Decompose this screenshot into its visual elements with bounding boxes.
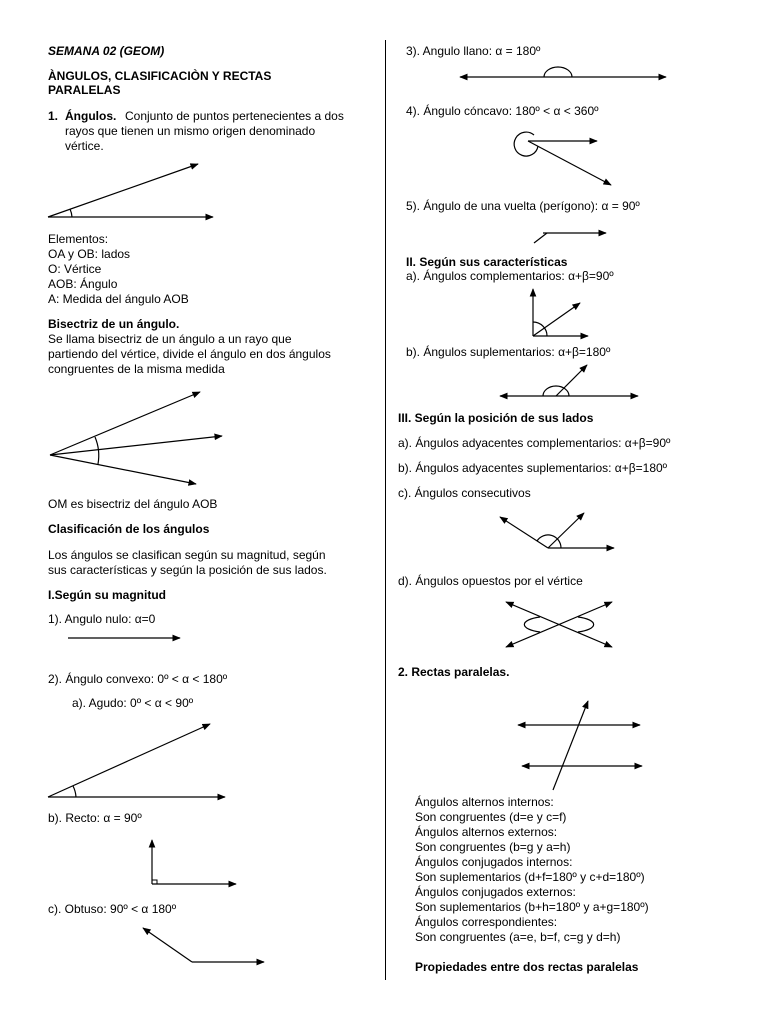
bisector-figure — [50, 392, 222, 484]
parallel-property-line: Ángulos alternos internos: — [415, 795, 554, 809]
bisectriz-caption: OM es bisectriz del ángulo AOB — [48, 497, 218, 511]
straight-angle-figure — [460, 67, 666, 77]
adjacent-supplementary-label: b). Ángulos adyacentes suplementarios: α+β=180º — [398, 461, 668, 475]
characteristics-title: II. Según sus características — [406, 255, 568, 269]
vertical-angles-label: d). Ángulos opuestos por el vértice — [398, 574, 583, 588]
document-title-line1: ÀNGULOS, CLASIFICACIÒN Y RECTAS — [48, 69, 272, 83]
full-angle-figure — [534, 233, 606, 243]
section1-definition-line3: vértice. — [65, 139, 104, 153]
bisectriz-text-line: partiendo del vértice, divide el ángulo en dos ángulos — [48, 347, 331, 361]
elements-line: AOB: Ángulo — [48, 277, 118, 291]
right-angle-label: b). Recto: α = 90º — [48, 811, 142, 825]
magnitude-title: I.Según su magnitud — [48, 588, 167, 602]
consecutive-angles-label: c). Ángulos consecutivos — [398, 486, 531, 500]
elements-line: O: Vértice — [48, 262, 102, 276]
bisectriz-text-line: congruentes de la misma medida — [48, 362, 225, 376]
vertical-angles-figure — [506, 602, 612, 647]
parallel-property-line: Son congruentes (b=g y a=h) — [415, 840, 571, 854]
parallel-property-line: Ángulos conjugados internos: — [415, 855, 573, 869]
classification-text-line: Los ángulos se clasifican según su magnitud, según — [48, 548, 326, 562]
parallel-property-line: Ángulos alternos externos: — [415, 825, 558, 839]
properties-title: Propiedades entre dos rectas paralelas — [415, 960, 639, 974]
section1-number: 1. — [48, 109, 59, 123]
obtuse-angle-figure — [143, 928, 264, 962]
right-angle-figure — [152, 840, 236, 884]
null-angle-label: 1). Angulo nulo: α=0 — [48, 612, 156, 626]
bisectriz-title: Bisectriz de un ángulo. — [48, 317, 180, 331]
parallel-property-line: Ángulos conjugados externos: — [415, 885, 576, 899]
full-angle-label: 5). Ángulo de una vuelta (perígono): α = 90º — [406, 199, 640, 213]
obtuse-angle-label: c). Obtuso: 90º < α 180º — [48, 902, 177, 916]
section1-term: Ángulos. — [65, 109, 117, 123]
bisectriz-text-line: Se llama bisectriz de un ángulo a un rayo que — [48, 332, 292, 346]
parallel-lines-title: 2. Rectas paralelas. — [398, 665, 510, 679]
supplementary-angles-figure — [500, 365, 638, 396]
parallel-property-line: Ángulos correspondientes: — [415, 915, 558, 929]
parallel-property-line: Son congruentes (d=e y c=f) — [415, 810, 567, 824]
consecutive-angles-figure — [500, 513, 614, 548]
convex-angle-label: 2). Ángulo convexo: 0º < α < 180º — [48, 672, 228, 686]
elements-line: Elementos: — [48, 232, 109, 246]
acute-angle-figure — [48, 724, 225, 797]
document-title-line2: PARALELAS — [48, 83, 121, 97]
parallel-property-line: Son suplementarios (d+f=180º y c+d=180º) — [415, 870, 645, 884]
elements-line: A: Medida del ángulo AOB — [48, 292, 189, 306]
concave-angle-label: 4). Ángulo cóncavo: 180º < α < 360º — [406, 104, 599, 118]
acute-angle-label: a). Agudo: 0º < α < 90º — [72, 696, 194, 710]
position-title: III. Según la posición de sus lados — [398, 411, 594, 425]
parallel-lines-figure — [518, 701, 642, 790]
elements-line: OA y OB: lados — [48, 247, 131, 261]
section1-definition-line1: Conjunto de puntos pertenecientes a dos — [125, 109, 344, 123]
adjacent-complementary-label: a). Ángulos adyacentes complementarios: α+β=90º — [398, 436, 671, 450]
complementary-angles-label: a). Ángulos complementarios: α+β=90º — [406, 269, 614, 283]
classification-text-line: sus características y según la posición de sus lados. — [48, 563, 327, 577]
section1-definition-line2: rayos que tienen un mismo origen denominado — [65, 124, 316, 138]
week-heading: SEMANA 02 (GEOM) — [48, 44, 165, 58]
parallel-property-line: Son congruentes (a=e, b=f, c=g y d=h) — [415, 930, 621, 944]
complementary-angles-figure — [533, 289, 588, 336]
supplementary-angles-label: b). Ángulos suplementarios: α+β=180º — [406, 345, 611, 359]
concave-angle-figure — [514, 132, 611, 185]
classification-title: Clasificación de los ángulos — [48, 522, 210, 536]
parallel-property-line: Son suplementarios (b+h=180º y a+g=180º) — [415, 900, 649, 914]
straight-angle-label: 3). Angulo llano: α = 180º — [406, 44, 541, 58]
angle-definition-figure — [48, 164, 213, 217]
